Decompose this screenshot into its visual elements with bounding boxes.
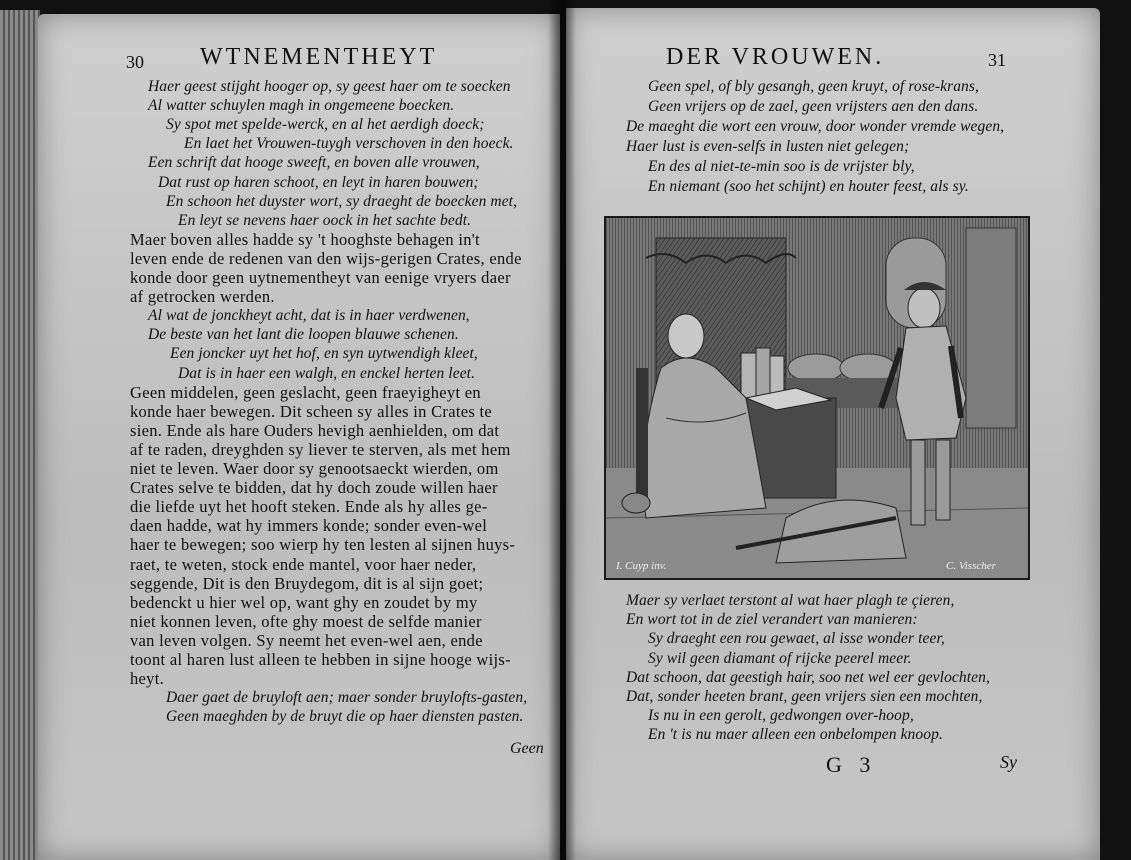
left-text-line: En leyt se nevens haer oock in het sachte bedt. [178, 211, 472, 229]
left-text-line: bedenckt u hier wel op, want ghy en zoudet by my [130, 592, 478, 612]
right-bottom-verse-line: Sy wil geen diamant of rijcke peerel meer. [648, 649, 912, 667]
left-text-line: Daer gaet de bruyloft aen; maer sonder bruylofts-gasten, [166, 689, 528, 707]
left-text-line: die liefde uyt het hooft steken. Ende als hy alles ge- [130, 497, 488, 517]
left-text-line: Maer boven alles hadde sy 't hooghste behagen in't [130, 229, 480, 249]
right-bottom-verse-line: Maer sy verlaet terstont al wat haer plagh te çieren, [626, 592, 955, 609]
engraving-scene [606, 218, 1028, 578]
engraving-caption-left: I. Cuyp inv. [616, 560, 667, 572]
left-text-line: Een schrift dat hooge sweeft, en boven alle vrouwen, [148, 154, 480, 172]
left-text-line: sien. Ende als hare Ouders hevigh aenhielden, om dat [130, 420, 500, 440]
left-text-line: af te raden, dreyghden sy liever te sterven, als met hem [130, 439, 511, 459]
right-top-verse-line: Haer lust is even-selfs in lusten niet gelegen; [626, 138, 910, 155]
left-text-line: De beste van het lant die loopen blauwe schenen. [148, 326, 459, 344]
right-top-verse-line: En niemant (soo het schijnt) en houter feest, als sy. [648, 178, 969, 195]
left-text-line: niet konnen leven, ofte ghy moest de selfde manier [130, 611, 482, 631]
right-running-head: DER VROUWEN. [666, 44, 885, 70]
left-text-line: Een joncker uyt het hof, en syn uytwendigh kleet, [170, 345, 478, 363]
engraving-caption-right: C. Visscher [946, 560, 996, 572]
book-gutter [548, 0, 576, 860]
left-page-number: 30 [126, 52, 144, 72]
left-running-head: WTNEMENTHEYT [200, 44, 438, 70]
left-text-line: niet te leven. Waer door sy genootsaeckt wierden, om [130, 459, 499, 478]
left-text-line: toont al haren lust alleen te hebben in sijne hooge wijs- [130, 650, 511, 669]
right-catchword: Sy [1000, 752, 1017, 772]
right-bottom-verse-line: En 't is nu maer alleen een onbelompen knoop. [648, 726, 943, 744]
left-text-line: seggende, Dit is den Bruydegom, dit is al sijn goet; [130, 573, 484, 593]
left-text-line: Al watter schuylen magh in ongemeene boecken. [148, 97, 455, 115]
page-edges [0, 10, 40, 860]
right-bottom-verse-line: Sy draeght een rou gewaet, al isse wonder teer, [648, 630, 945, 648]
right-page-number: 31 [988, 50, 1006, 70]
engraving-illustration [604, 216, 1030, 580]
left-text-line: Geen middelen, geen geslacht, geen fraeyigheyt en [130, 382, 481, 402]
left-text-line: Sy spot met spelde-werck, en al het aerdigh doeck; [166, 116, 485, 134]
left-text-line: Haer geest stijght hooger op, sy geest haer om te soecken [148, 78, 511, 95]
right-bottom-verse-line: Dat, sonder heeten brant, geen vrijers sien een mochten, [626, 688, 983, 705]
left-catchword: Geen [510, 740, 544, 757]
left-text-line: Geen maeghden by de bruyt die op haer diensten pasten. [166, 708, 524, 726]
right-top-verse-line: Geen spel, of bly gesangh, geen kruyt, of rose-krans, [648, 78, 980, 95]
left-text-line: heyt. [130, 669, 165, 689]
left-text-line: van leven volgen. Sy neemt het even-wel aen, ende [130, 630, 483, 650]
left-text-line: Al wat de jonckheyt acht, dat is in haer verdwenen, [148, 307, 470, 325]
left-text-line: haer te bewegen; soo wierp hy ten lesten al sijnen huys- [130, 535, 516, 555]
left-text-line: af getrocken werden. [130, 287, 275, 307]
left-text-line: Dat rust op haren schoot, en leyt in haren bouwen; [158, 173, 479, 191]
left-text-line: En schoon het duyster wort, sy draeght de boecken met, [166, 192, 518, 210]
left-text-line: Dat is in haer een walgh, en enckel herten leet. [178, 364, 476, 382]
right-top-verse-line: Geen vrijers op de zael, geen vrijsters aen den dans. [648, 98, 979, 115]
left-text-line: raet, te weten, stock ende mantel, voor haer neder, [130, 554, 477, 574]
right-bottom-verse-line: En wort tot in de ziel verandert van manieren: [626, 611, 918, 629]
left-text-line: leven ende de redenen van den wijs-gerigen Crates, ende [130, 248, 522, 268]
left-text-line: konde door geen uytnementheyt van eenige vryers daer [130, 268, 511, 287]
right-top-verse-line: De maeght die wort een vrouw, door wonder vremde wegen, [626, 118, 1005, 135]
right-top-verse-line: En des al niet-te-min soo is de vrijster bly, [648, 158, 915, 175]
right-bottom-verse-line: Is nu in een gerolt, gedwongen over-hoop, [648, 707, 914, 725]
left-text-line: daen hadde, wat hy immers konde; sonder even-wel [130, 516, 488, 536]
left-text-line: Crates selve te bidden, dat hy doch zoude willen haer [130, 478, 498, 498]
left-text-line: konde haer bewegen. Dit scheen sy alles in Crates te [130, 401, 492, 421]
right-bottom-verse-line: Dat schoon, dat geestigh hair, soo net wel eer gevlochten, [626, 668, 990, 686]
left-text-line: En laet het Vrouwen-tuygh verschoven in den hoeck. [184, 135, 514, 153]
signature-mark: G 3 [826, 752, 877, 777]
